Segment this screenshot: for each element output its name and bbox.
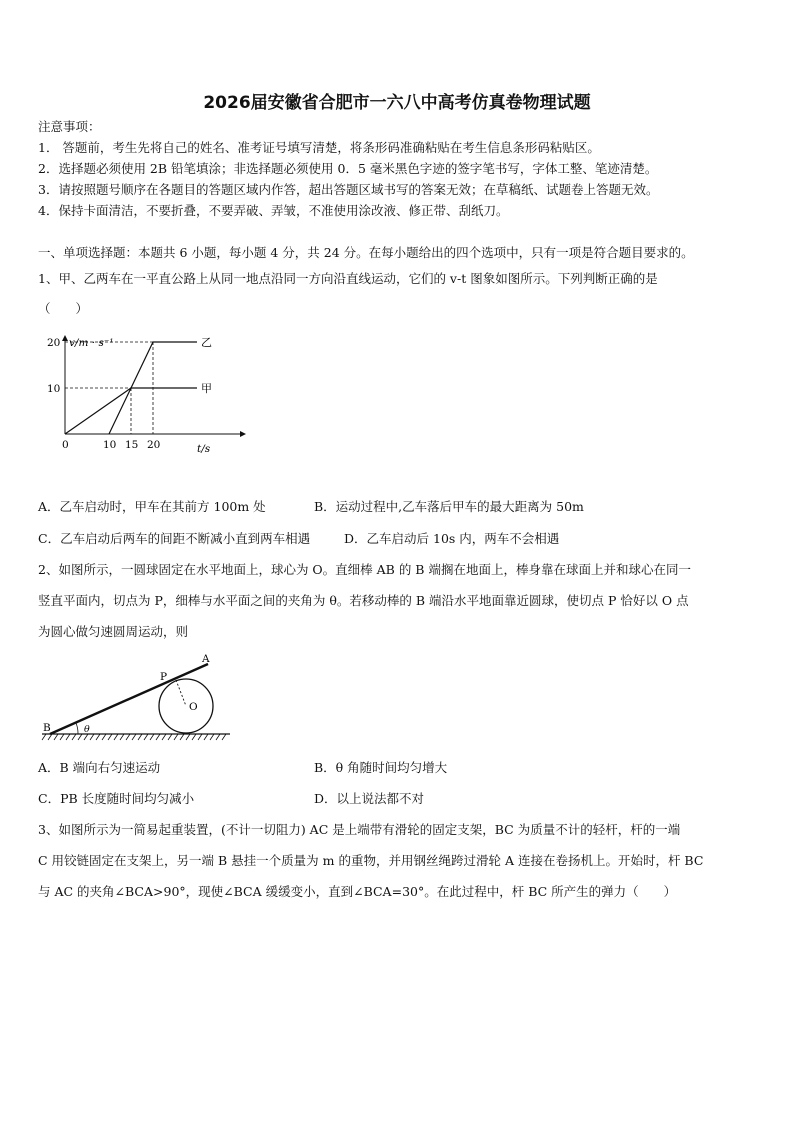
y-tick-0: 10: [47, 383, 61, 395]
section-heading: 一、单项选择题：本题共 6 小题，每小题 4 分，共 24 分。在每小题给出的四个选项中，只有一项是符合题目要求的。: [38, 245, 694, 260]
q2-stem-line3: 为圆心做匀速圆周运动，则: [38, 624, 189, 639]
q1-stem: 1、甲、乙两车在一平直公路上从同一地点沿同一方向沿直线运动，它们的 v-t 图象如图所示。下列判断正确的是: [38, 271, 658, 286]
vt-chart: [45, 328, 285, 468]
notice-heading: 注意事项：: [38, 119, 101, 134]
q2-figure: [38, 652, 238, 744]
label-p: P: [160, 671, 168, 683]
q1-answer-bracket: （ ）: [38, 301, 89, 316]
notice-item-1: 1． 答题前，考生先将自己的姓名、准考证号填写清楚，将条形码准确粘贴在考生信息条形码粘贴区。: [38, 140, 600, 155]
rod-ab: [50, 664, 208, 734]
x-tick-1: 10: [103, 439, 117, 451]
q3-stem-line3: 与 AC 的夹角∠BCA>90°，现使∠BCA 缓缓变小，直到∠BCA=30°。在此过程中，杆 BC 所产生的弹力（ ）: [38, 884, 677, 899]
q2-stem-line1: 2、如图所示，一圆球固定在水平地面上，球心为 O。直细棒 AB 的 B 端搁在地面上，棒身靠在球面上并和球心在同一: [38, 562, 691, 577]
y-tick-1: 20: [47, 337, 61, 349]
q3-stem-line2: C 用铰链固定在支架上，另一端 B 悬挂一个质量为 m 的重物，并用钢丝绳跨过滑轮 A 连接在卷扬机上。开始时，杆 BC: [38, 853, 704, 868]
notice-item-4: 4．保持卡面清洁，不要折叠，不要弄破、弄皱，不准使用涂改液、修正带、刮纸刀。: [38, 203, 509, 218]
label-o: O: [189, 701, 198, 713]
radius-op: [176, 680, 186, 706]
page-title: 2026届安徽省合肥市一六八中高考仿真卷物理试题: [203, 93, 591, 113]
notice-item-2: 2．选择题必须使用 2B 铅笔填涂；非选择题必须使用 0．5 毫米黑色字迹的签字笔书写，字体工整、笔迹清楚。: [38, 161, 658, 176]
x-axis-label: t/s: [197, 443, 211, 455]
label-theta: θ: [84, 724, 90, 735]
x-tick-3: 20: [147, 439, 161, 451]
label-b: B: [43, 722, 51, 734]
series-label-1: 乙: [201, 336, 212, 349]
q2-option-d: D．以上说法都不对: [314, 791, 425, 806]
q2-option-c: C．PB 长度随时间均匀减小: [38, 791, 195, 806]
q2-stem-line2: 竖直平面内，切点为 P，细棒与水平面之间的夹角为 θ。若移动棒的 B 端沿水平地面靠近圆球，使切点 P 恰好以 O 点: [38, 593, 689, 608]
q2-option-b: B．θ 角随时间均匀增大: [314, 760, 448, 775]
theta-arc: [76, 723, 78, 734]
y-axis-label: v/m · s⁻¹: [69, 337, 114, 349]
series-label-0: 甲: [201, 382, 212, 395]
x-tick-0: 0: [62, 439, 69, 451]
ground-hatch: [42, 734, 226, 740]
notice-item-3: 3．请按照题号顺序在各题目的答题区域内作答，超出答题区域书写的答案无效；在草稿纸、试题卷上答题无效。: [38, 182, 659, 197]
q1-option-c: C．乙车启动后两车的间距不断减小直到两车相遇: [38, 531, 311, 546]
q2-option-a: A．B 端向右匀速运动: [38, 760, 161, 775]
q3-stem-line1: 3、如图所示为一简易起重装置，(不计一切阻力) AC 是上端带有滑轮的固定支架，BC 为质量不计的轻杆，杆的一端: [38, 822, 681, 837]
q1-option-d: D．乙车启动后 10s 内，两车不会相遇: [344, 531, 560, 546]
q1-option-b: B．运动过程中,乙车落后甲车的最大距离为 50m: [314, 499, 584, 514]
x-tick-2: 15: [125, 439, 139, 451]
q1-option-a: A．乙车启动时，甲车在其前方 100m 处: [38, 499, 266, 514]
label-a: A: [202, 653, 210, 665]
